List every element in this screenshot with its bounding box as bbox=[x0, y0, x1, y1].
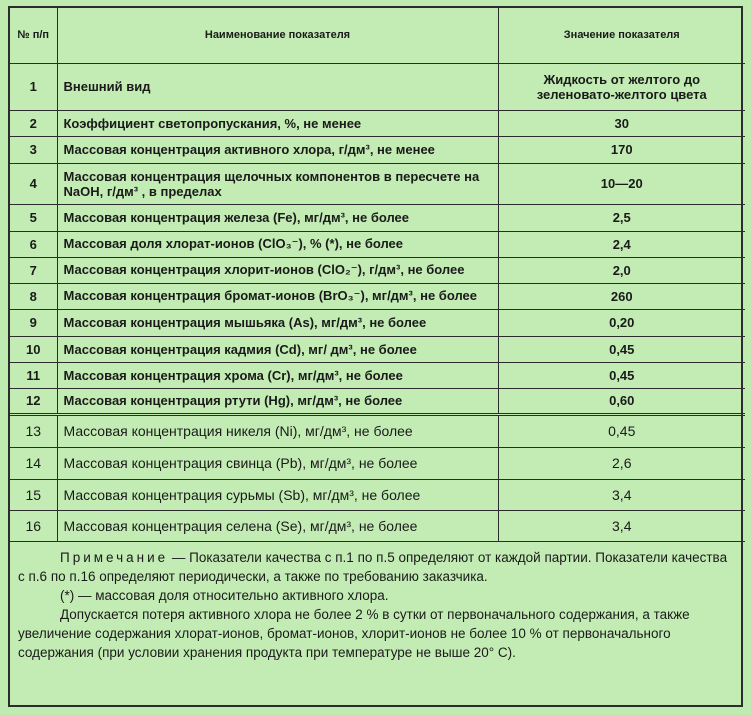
note-block bbox=[10, 542, 741, 662]
row-value: 2,5 bbox=[498, 204, 745, 231]
row-number: 11 bbox=[10, 362, 57, 388]
table-row bbox=[10, 362, 745, 388]
row-name: Массовая концентрация селена (Se), мг/дм³, не более bbox=[57, 510, 498, 541]
row-number: 13 bbox=[10, 414, 57, 447]
row-number: 3 bbox=[10, 136, 57, 163]
table-row bbox=[10, 336, 745, 362]
table-row bbox=[10, 163, 745, 204]
row-name: Массовая концентрация свинца (Pb), мг/дм³, не более bbox=[57, 447, 498, 479]
row-number: 5 bbox=[10, 204, 57, 231]
row-value: 10—20 bbox=[498, 163, 745, 204]
row-value: 3,4 bbox=[498, 510, 745, 541]
table-row bbox=[10, 110, 745, 136]
row-name: Внешний вид bbox=[57, 63, 498, 110]
row-name: Массовая концентрация бромат-ионов (BrO₃⁻), мг/дм³, не более bbox=[57, 283, 498, 309]
table-row bbox=[10, 479, 745, 510]
table-row bbox=[10, 309, 745, 336]
row-name: Массовая концентрация мышьяка (As), мг/дм³, не более bbox=[57, 309, 498, 336]
header-num: № п/п bbox=[10, 8, 57, 63]
row-name: Массовая концентрация железа (Fe), мг/дм³, не более bbox=[57, 204, 498, 231]
table-row bbox=[10, 414, 745, 447]
row-name: Массовая концентрация хрома (Cr), мг/дм³, не более bbox=[57, 362, 498, 388]
note-line-3: Допускается потеря активного хлора не более 2 % в сутки от первоначального содержания, а также увеличение содержания хлорат-ионов, бромат-ионов, хлорит-ионов не более 10 % от первоначального содержания (при условии хранения продукта при температуре не выше 20° С). bbox=[18, 606, 690, 660]
row-number: 15 bbox=[10, 479, 57, 510]
row-value: 0,60 bbox=[498, 388, 745, 414]
row-number: 16 bbox=[10, 510, 57, 541]
table-row bbox=[10, 388, 745, 414]
row-number: 8 bbox=[10, 283, 57, 309]
quality-table bbox=[10, 8, 745, 542]
table-header-row bbox=[10, 8, 745, 63]
row-value: 2,0 bbox=[498, 257, 745, 283]
table-row bbox=[10, 136, 745, 163]
row-value: 2,4 bbox=[498, 231, 745, 257]
row-name: Массовая концентрация хлорит-ионов (ClO₂⁻), г/дм³, не более bbox=[57, 257, 498, 283]
row-number: 1 bbox=[10, 63, 57, 110]
row-name: Массовая концентрация сурьмы (Sb), мг/дм³, не более bbox=[57, 479, 498, 510]
table-row bbox=[10, 231, 745, 257]
row-value: 2,6 bbox=[498, 447, 745, 479]
row-value: 0,45 bbox=[498, 362, 745, 388]
row-number: 4 bbox=[10, 163, 57, 204]
row-value: 0,45 bbox=[498, 414, 745, 447]
note-line-1 bbox=[18, 548, 733, 586]
row-number: 10 bbox=[10, 336, 57, 362]
row-number: 6 bbox=[10, 231, 57, 257]
row-name: Массовая доля хлорат-ионов (ClO₃⁻), % (*), не более bbox=[57, 231, 498, 257]
row-name: Массовая концентрация никеля (Ni), мг/дм³, не более bbox=[57, 414, 498, 447]
table-row bbox=[10, 510, 745, 541]
note-text-1: — Показатели качества с п.1 по п.5 определяют от каждой партии. Показатели качества с п.6 по п.16 определяют периодически, а также по требованию заказчика. bbox=[18, 549, 728, 584]
row-number: 14 bbox=[10, 447, 57, 479]
table-row bbox=[10, 257, 745, 283]
header-value: Значение показателя bbox=[498, 8, 745, 63]
row-number: 2 bbox=[10, 110, 57, 136]
row-number: 9 bbox=[10, 309, 57, 336]
header-name: Наименование показателя bbox=[57, 8, 498, 63]
row-value: 3,4 bbox=[498, 479, 745, 510]
table-row bbox=[10, 63, 745, 110]
table-row bbox=[10, 204, 745, 231]
row-name: Коэффициент светопропускания, %, не менее bbox=[57, 110, 498, 136]
row-value: 0,20 bbox=[498, 309, 745, 336]
row-number: 7 bbox=[10, 257, 57, 283]
row-value: 170 bbox=[498, 136, 745, 163]
table-row bbox=[10, 447, 745, 479]
row-value: Жидкость от желтого до зеленовато-желтого цвета bbox=[498, 63, 745, 110]
note-label: Примечание bbox=[60, 549, 169, 565]
table-row bbox=[10, 283, 745, 309]
row-number: 12 bbox=[10, 388, 57, 414]
document-sheet bbox=[8, 6, 743, 707]
table-body-upper bbox=[10, 63, 745, 414]
row-name: Массовая концентрация ртути (Hg), мг/дм³, не более bbox=[57, 388, 498, 414]
row-name: Массовая концентрация щелочных компонентов в пересчете на NaOH, г/дм³ , в пределах bbox=[57, 163, 498, 204]
row-name: Массовая концентрация активного хлора, г/дм³, не менее bbox=[57, 136, 498, 163]
table-body-lower bbox=[10, 414, 745, 541]
row-name: Массовая концентрация кадмия (Cd), мг/ дм³, не более bbox=[57, 336, 498, 362]
row-value: 30 bbox=[498, 110, 745, 136]
row-value: 0,45 bbox=[498, 336, 745, 362]
note-line-2: (*) — массовая доля относительно активного хлора. bbox=[60, 587, 389, 603]
row-value: 260 bbox=[498, 283, 745, 309]
